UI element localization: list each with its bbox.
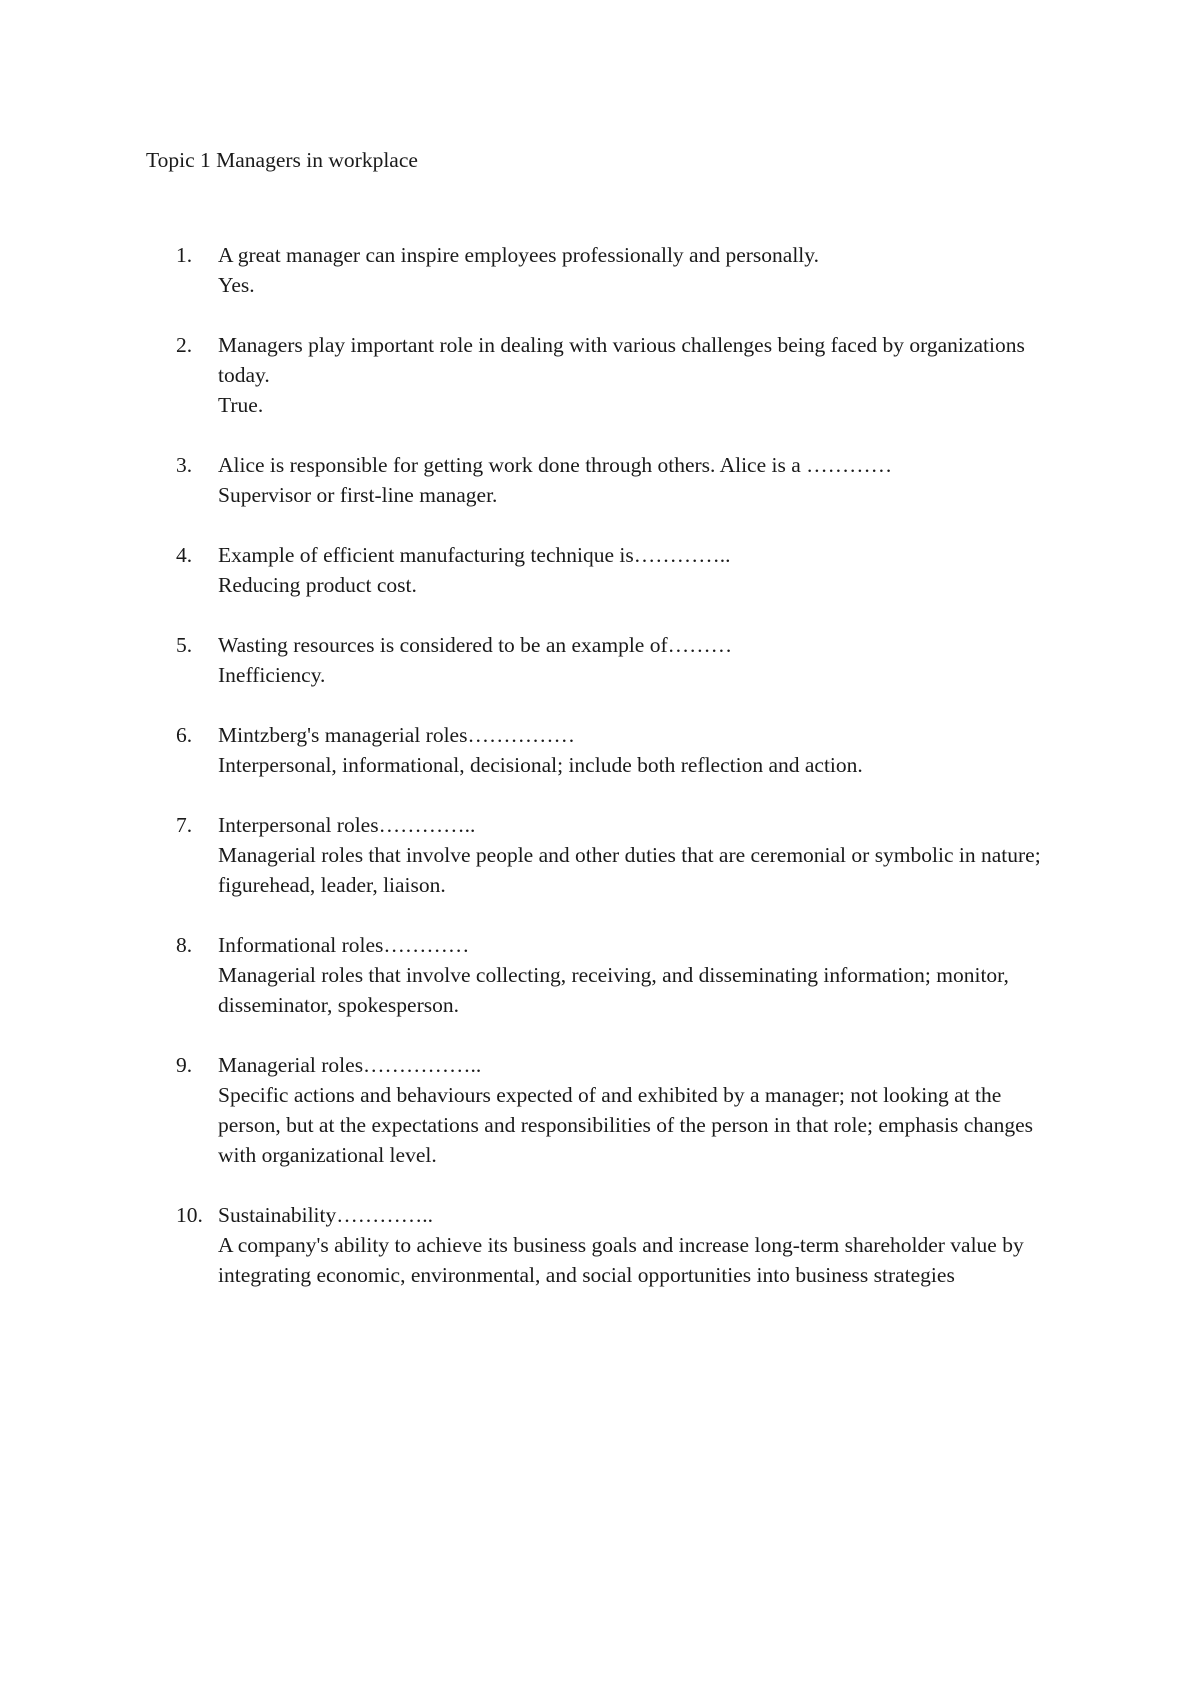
answer-text: Interpersonal, informational, decisional; include both reflection and action.	[218, 753, 863, 777]
answer-text: Managerial roles that involve collecting, receiving, and disseminating information; monitor, disseminator, spokesperson.	[218, 963, 1009, 1017]
answer-text: Inefficiency.	[218, 663, 326, 687]
question-body	[218, 930, 1068, 1020]
question-body	[218, 330, 1068, 420]
question-text: A great manager can inspire employees professionally and personally.	[218, 243, 820, 267]
question-number: 6.	[176, 723, 193, 747]
question-text: Managerial roles……………..	[218, 1053, 482, 1077]
question-text: Sustainability…………..	[218, 1203, 433, 1227]
question-number: 2.	[176, 333, 193, 357]
question-body	[218, 1200, 1068, 1290]
question-text: Mintzberg's managerial roles……………	[218, 723, 575, 747]
question-body	[218, 810, 1068, 900]
answer-text: True.	[218, 393, 264, 417]
question-body	[218, 240, 1068, 300]
answer-text: Yes.	[218, 273, 255, 297]
question-body	[218, 450, 1068, 510]
question-text: Informational roles…………	[218, 933, 470, 957]
answer-text: A company's ability to achieve its business goals and increase long-term shareholder value by integrating economic, environmental, and social opportunities into business strategies	[218, 1233, 1024, 1287]
question-text: Alice is responsible for getting work done through others. Alice is a …………	[218, 453, 893, 477]
question-number: 8.	[176, 933, 193, 957]
question-number: 3.	[176, 453, 193, 477]
question-number: 7.	[176, 813, 193, 837]
question-number: 4.	[176, 543, 193, 567]
question-text: Managers play important role in dealing with various challenges being faced by organizations today.	[218, 333, 1025, 387]
answer-text: Supervisor or first-line manager.	[218, 483, 498, 507]
answer-text: Reducing product cost.	[218, 573, 417, 597]
question-body	[218, 540, 1068, 600]
answer-text: Managerial roles that involve people and other duties that are ceremonial or symbolic in nature; figurehead, leader, liaison.	[218, 843, 1041, 897]
question-body	[218, 720, 1068, 780]
question-text: Wasting resources is considered to be an example of………	[218, 633, 733, 657]
question-number: 9.	[176, 1053, 193, 1077]
question-number: 1.	[176, 243, 193, 267]
question-text: Interpersonal roles…………..	[218, 813, 476, 837]
page-title: Topic 1 Managers in workplace	[146, 148, 418, 172]
question-number: 10.	[176, 1203, 203, 1227]
question-number: 5.	[176, 633, 193, 657]
answer-text: Specific actions and behaviours expected of and exhibited by a manager; not looking at the person, but at the expectations and responsibilities of the person in that role; emphasis changes with organizational level.	[218, 1083, 1034, 1167]
question-body	[218, 630, 1068, 690]
question-body	[218, 1050, 1068, 1170]
question-text: Example of efficient manufacturing technique is…………..	[218, 543, 731, 567]
